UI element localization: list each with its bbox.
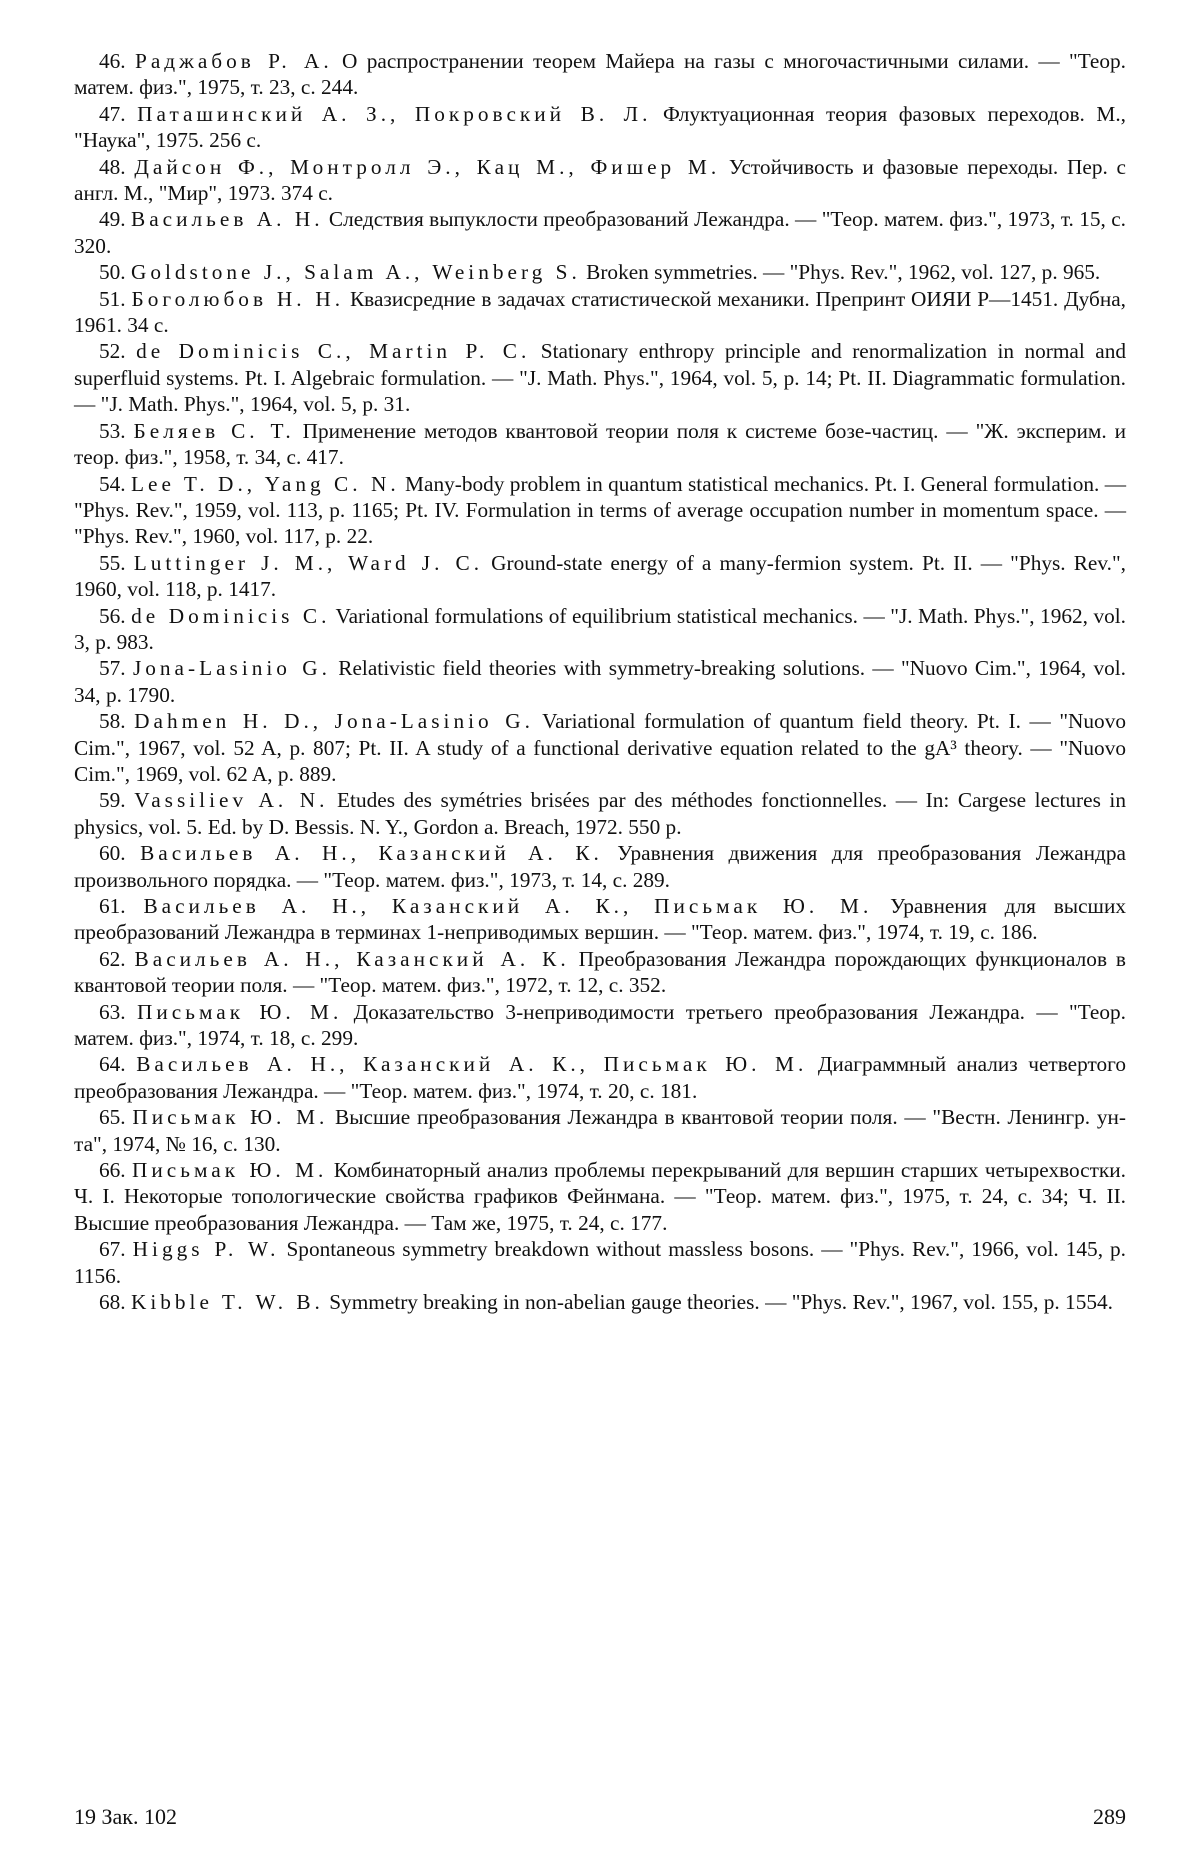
reference-text: О распространении теорем Майера на газы с многочастичными силами. — "Теор. матем. физ.", 1975, т. 23, с. 244.: [74, 49, 1127, 100]
reference-number: 59.: [99, 788, 126, 813]
printer-signature: 19 Зак. 102: [74, 1804, 177, 1829]
reference-text: Следствия выпуклости преобразований Лежандра. — "Теор. матем. физ.", 1973, т. 15, с. 320.: [74, 207, 1127, 258]
reference-entry: [74, 154, 1126, 207]
reference-entry: [74, 1051, 1126, 1104]
reference-number: 56.: [99, 603, 126, 628]
reference-authors: Боголюбов Н. Н.: [131, 286, 345, 311]
reference-text: Диаграммный анализ четвертого преобразования Лежандра. — "Теор. матем. физ.", 1974, т. 20, с. 181.: [74, 1052, 1127, 1103]
reference-entry: [74, 259, 1126, 285]
reference-authors: Васильев А. Н., Казанский А. К.: [140, 841, 603, 866]
reference-authors: Письмак Ю. М.: [137, 999, 343, 1024]
page-footer: [74, 1804, 1126, 1834]
reference-text: Уравнения для высших преобразований Лежандра в терминах 1-неприводимых вершин. — "Теор. матем. физ.", 1974, т. 19, с. 186.: [74, 894, 1127, 945]
reference-entry: [74, 1289, 1126, 1315]
reference-text: Relativistic field theories with symmetry-breaking solutions. — "Nuovo Cim.", 1964, vol. 34, p. 1790.: [74, 656, 1127, 707]
reference-entry: [74, 206, 1126, 259]
reference-entry: [74, 603, 1126, 656]
reference-text: Комбинаторный анализ проблемы перекрываний для вершин старших четырехвостки. Ч. I. Некоторые топологические свойства графиков Фейнмана. — "Теор. матем. физ.", 1975, т. 24, с. 34; Ч. II. Высшие преобразования Лежандра. — Там же, 1975, т. 24, с. 177.: [74, 1158, 1127, 1235]
reference-authors: Васильев А. Н.: [131, 207, 324, 232]
reference-entry: [74, 48, 1126, 101]
reference-authors: Higgs P. W.: [132, 1237, 280, 1262]
page-number: 289: [1093, 1804, 1126, 1829]
reference-entry: [74, 550, 1126, 603]
reference-authors: Васильев А. Н., Казанский А. К., Письмак Ю. М.: [143, 894, 873, 918]
reference-number: 50.: [99, 260, 126, 285]
reference-entry: [74, 708, 1126, 787]
reference-authors: Vassiliev A. N.: [134, 788, 329, 813]
reference-authors: Паташинский А. З., Покровский В. Л.: [137, 101, 652, 126]
reference-number: 62.: [99, 946, 126, 971]
reference-authors: Jona-Lasinio G.: [132, 656, 331, 681]
reference-number: 54.: [99, 471, 126, 496]
reference-authors: de Dominicis C.: [131, 603, 331, 628]
reference-number: 61.: [99, 894, 126, 918]
reference-text: Symmetry breaking in non-abelian gauge theories. — "Phys. Rev.", 1967, vol. 155, p. 1554.: [323, 1290, 1113, 1315]
reference-authors: Lee T. D., Yang C. N.: [131, 471, 400, 496]
reference-number: 53.: [99, 418, 126, 443]
reference-entry: [74, 840, 1126, 893]
reference-entry: [74, 893, 1126, 946]
reference-number: 65.: [99, 1105, 126, 1130]
reference-authors: Раджабов Р. А.: [134, 49, 333, 73]
reference-text: Флуктуационная теория фазовых переходов. М., "Наука", 1975. 256 с.: [74, 101, 1126, 153]
reference-entry: [74, 418, 1126, 471]
reference-entry: [74, 471, 1126, 550]
reference-text: Квазисредние в задачах статистической механики. Препринт ОИЯИ Р—1451. Дубна, 1961. 34 с.: [74, 286, 1127, 338]
reference-number: 48.: [99, 154, 126, 179]
references-page: [74, 48, 1126, 1316]
reference-authors: Luttinger J. M., Ward J. C.: [133, 550, 484, 575]
reference-text: Уравнения движения для преобразования Лежандра произвольного порядка. — "Теор. матем. физ.", 1973, т. 14, с. 289.: [74, 841, 1126, 892]
reference-list: [74, 48, 1126, 1316]
reference-text: Many-body problem in quantum statistical mechanics. Pt. I. General formulation. — "Phys. Rev.", 1959, vol. 113, p. 1165; Pt. IV. Formulation in terms of average occupation number in momentum space. — "Phys. Rev.", 1960, vol. 117, p. 22.: [74, 471, 1126, 549]
reference-number: 67.: [99, 1237, 126, 1262]
reference-text: Variational formulation of quantum field theory. Pt. I. — "Nuovo Cim.", 1967, vol. 52 A, p. 807; Pt. II. A study of a functional derivative equation related to the gA³ theory. — "Nuovo Cim.", 1969, vol. 62 A, p. 889.: [74, 709, 1127, 786]
reference-text: Доказательство 3-неприводимости третьего преобразования Лежандра. — "Теор. матем. физ.", 1974, т. 18, с. 299.: [74, 999, 1126, 1051]
reference-entry: [74, 946, 1126, 999]
reference-entry: [74, 338, 1126, 417]
reference-authors: Kibble T. W. B.: [130, 1290, 324, 1315]
reference-authors: Письмак Ю. М.: [132, 1105, 329, 1130]
reference-entry: [74, 286, 1126, 339]
reference-entry: [74, 787, 1126, 840]
reference-authors: Васильев А. Н., Казанский А. К.: [134, 946, 570, 971]
reference-authors: de Dominicis C., Martin P. C.: [136, 339, 531, 364]
reference-entry: [74, 1236, 1126, 1289]
reference-authors: Dahmen H. D., Jona-Lasinio G.: [134, 709, 534, 734]
reference-text: Broken symmetries. — "Phys. Rev.", 1962, vol. 127, p. 965.: [580, 260, 1101, 285]
reference-entry: [74, 101, 1126, 154]
reference-text: Stationary enthropy principle and renormalization in normal and superfluid systems. Pt. I. Algebraic formulation. — "J. Math. Phys.", 1964, vol. 5, p. 14; Pt. II. Diagrammatic formulation. — "J. Math. Phys.", 1964, vol. 5, p. 31.: [74, 339, 1126, 417]
reference-entry: [74, 655, 1126, 708]
reference-text: Применение методов квантовой теории поля к системе бозе-частиц. — "Ж. эксперим. и теор. физ.", 1958, т. 34, с. 417.: [74, 418, 1127, 470]
reference-number: 64.: [99, 1052, 126, 1077]
reference-number: 55.: [99, 550, 126, 575]
reference-number: 66.: [99, 1158, 126, 1183]
reference-authors: Беляев С. Т.: [133, 418, 295, 443]
reference-text: Etudes des symétries brisées par des méthodes fonctionnelles. — In: Cargese lectures in physics, vol. 5. Ed. by D. Bessis. N. Y., Gordon a. Breach, 1972. 550 p.: [74, 788, 1126, 839]
reference-number: 63.: [99, 999, 126, 1024]
reference-entry: [74, 1104, 1126, 1157]
reference-number: 49.: [99, 207, 126, 232]
reference-number: 57.: [99, 656, 126, 681]
reference-text: Spontaneous symmetry breakdown without massless bosons. — "Phys. Rev.", 1966, vol. 145, p. 1156.: [74, 1237, 1126, 1288]
reference-authors: Васильев А. Н., Казанский А. К., Письмак Ю. М.: [136, 1052, 808, 1077]
reference-authors: Письмак Ю. М.: [132, 1158, 328, 1183]
reference-number: 58.: [99, 709, 126, 734]
reference-authors: Goldstone J., Salam A., Weinberg S.: [130, 260, 581, 285]
reference-number: 60.: [99, 841, 126, 866]
reference-number: 52.: [99, 339, 126, 364]
reference-text: Высшие преобразования Лежандра в квантовой теории поля. — "Вестн. Ленингр. ун-та", 1974, № 16, с. 130.: [74, 1105, 1126, 1156]
reference-text: Преобразования Лежандра порождающих функционалов в квантовой теории поля. — "Теор. матем. физ.", 1972, т. 12, с. 352.: [74, 946, 1126, 998]
reference-text: Ground-state energy of a many-fermion system. Pt. II. — "Phys. Rev.", 1960, vol. 118, p. 1417.: [74, 550, 1126, 602]
reference-number: 68.: [99, 1290, 126, 1315]
reference-authors: Дайсон Ф., Монтролл Э., Кац М., Фишер М.: [134, 154, 721, 179]
reference-number: 51.: [99, 286, 126, 311]
reference-entry: [74, 1157, 1126, 1236]
reference-number: 47.: [99, 101, 126, 126]
reference-number: 46.: [99, 49, 126, 73]
reference-entry: [74, 999, 1126, 1052]
reference-text: Устойчивость и фазовые переходы. Пер. с англ. М., "Мир", 1973. 374 с.: [74, 154, 1126, 206]
reference-text: Variational formulations of equilibrium statistical mechanics. — "J. Math. Phys.", 1962, vol. 3, p. 983.: [74, 603, 1126, 654]
